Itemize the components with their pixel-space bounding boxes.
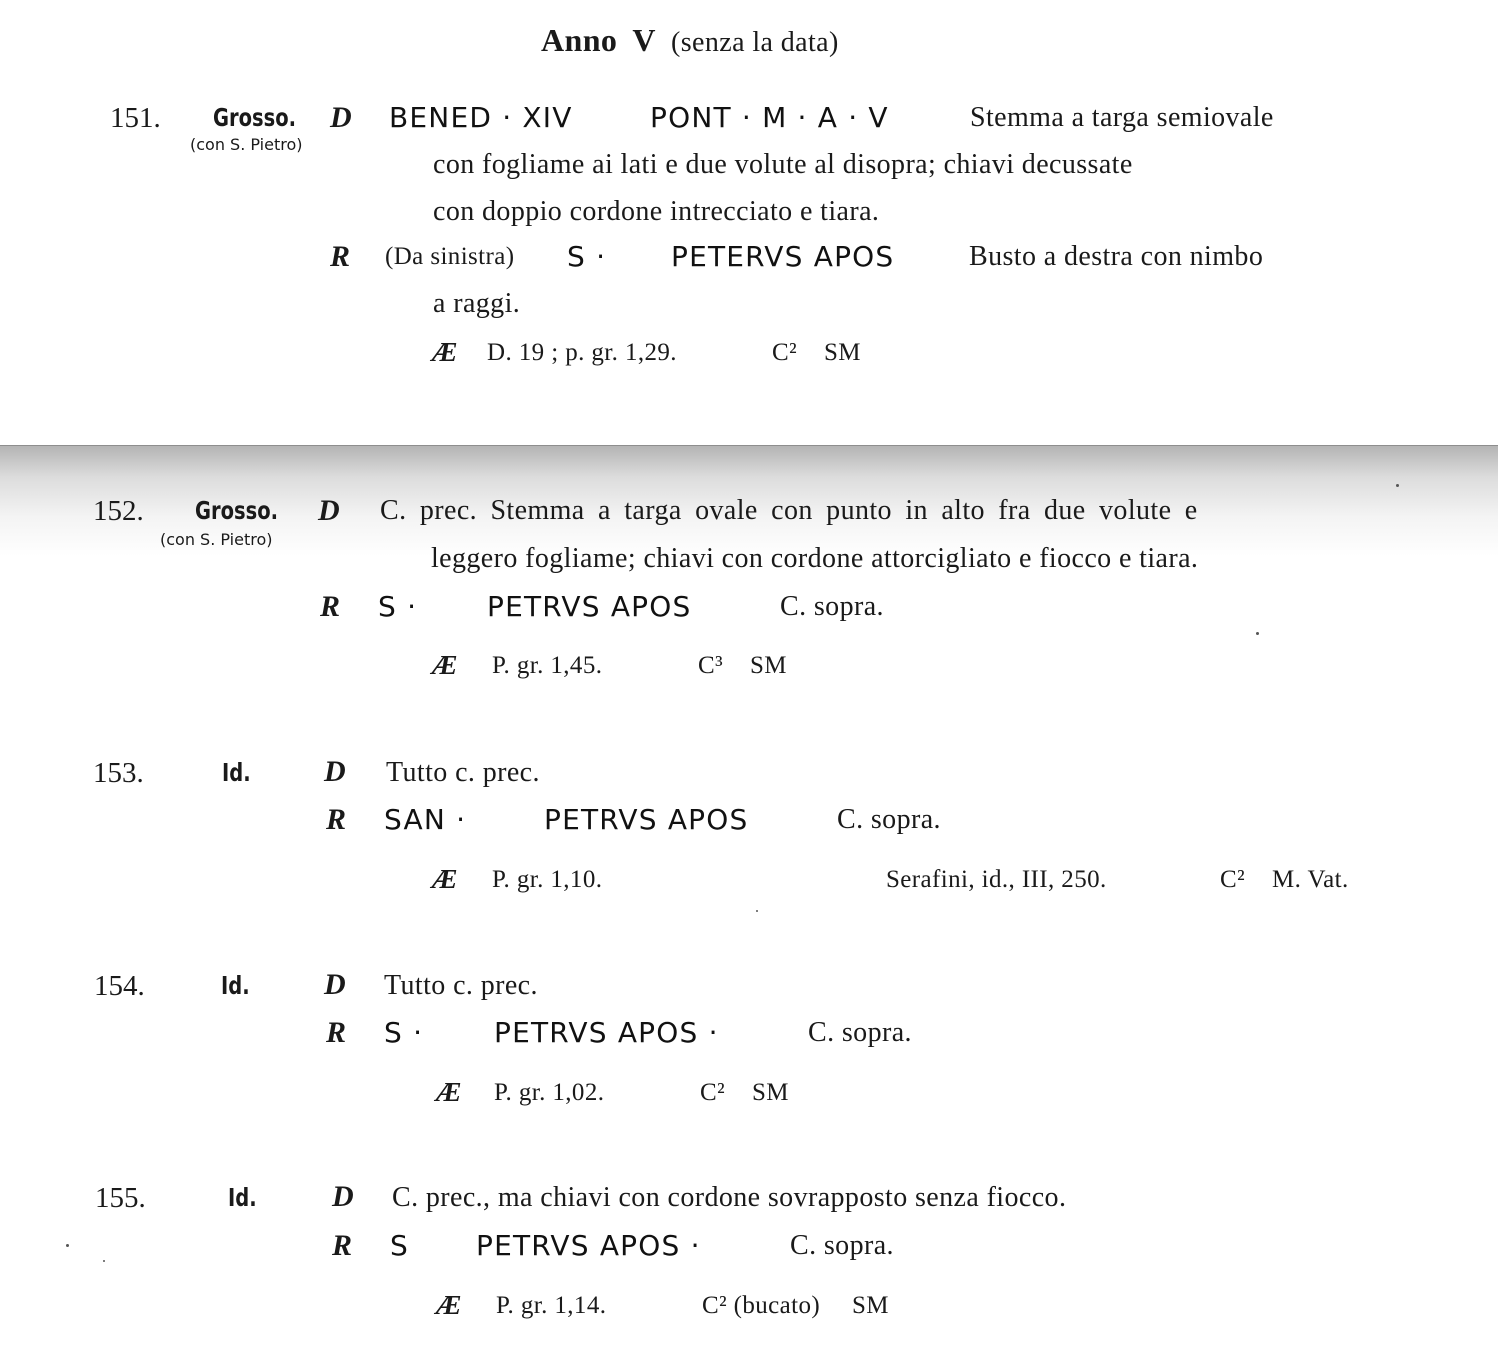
- reverse-symbol: R: [326, 1016, 347, 1049]
- entry-subtitle: (con S. Pietro): [190, 135, 303, 154]
- reverse-legend-1: S ·: [384, 1016, 424, 1049]
- reverse-symbol: R: [326, 803, 347, 836]
- obverse-symbol: D: [332, 1180, 354, 1213]
- scan-speck: [1256, 632, 1259, 635]
- section-heading: [541, 24, 839, 57]
- reverse-symbol: R: [320, 590, 341, 623]
- entry-number: 154.: [94, 970, 145, 1002]
- scan-speck: [103, 1260, 105, 1262]
- obverse-description-1: C. prec., ma chiavi con cordone sovrapposto senza fiocco.: [392, 1182, 1067, 1213]
- entry-weight: P. gr. 1,10.: [492, 866, 603, 893]
- obverse-description-1: Stemma a targa semiovale: [970, 102, 1274, 133]
- heading-anno: Anno: [541, 22, 618, 58]
- entry-denomination: Id.: [221, 971, 250, 1000]
- reverse-legend-2: PETERVS APOS: [671, 240, 895, 273]
- metal-symbol: Æ: [432, 337, 458, 367]
- obverse-symbol: D: [324, 968, 346, 1001]
- obverse-description-1: C. prec. Stemma a targa ovale con punto in alto fra due volute e: [380, 495, 1198, 526]
- entry-rarity: C²: [1220, 866, 1245, 893]
- metal-symbol: Æ: [436, 1077, 462, 1107]
- entry-denomination: Grosso.: [213, 103, 297, 132]
- reverse-legend-2: PETRVS APOS ·: [494, 1016, 719, 1049]
- scan-speck: [1396, 484, 1399, 487]
- scan-speck: [66, 1244, 69, 1247]
- reverse-description: C. sopra.: [808, 1017, 912, 1048]
- obverse-symbol: D: [318, 494, 340, 527]
- entry-reference: Serafini, id., III, 250.: [886, 866, 1107, 893]
- reverse-description-1: Busto a destra con nimbo: [969, 241, 1264, 272]
- entry-weight: P. gr. 1,14.: [496, 1292, 607, 1319]
- obverse-description-2: leggero fogliame; chiavi con cordone attorcigliato e fiocco e tiara.: [431, 543, 1199, 574]
- reverse-symbol: R: [332, 1229, 353, 1262]
- reverse-prefix: (Da sinistra): [385, 243, 515, 270]
- entry-rarity: C³: [698, 652, 723, 679]
- obverse-description-1: Tutto c. prec.: [386, 757, 540, 788]
- obverse-description-3: con doppio cordone intrecciato e tiara.: [433, 196, 880, 227]
- metal-symbol: Æ: [436, 1290, 462, 1320]
- heading-note: (senza la data): [671, 27, 839, 58]
- entry-weight: P. gr. 1,45.: [492, 652, 603, 679]
- entry-weight: D. 19 ; p. gr. 1,29.: [487, 339, 677, 366]
- entry-number: 153.: [93, 757, 144, 789]
- entry-subtitle: (con S. Pietro): [160, 530, 273, 549]
- entry-collection: SM: [750, 652, 787, 679]
- entry-weight: P. gr. 1,02.: [494, 1079, 605, 1106]
- entry-rarity: C²: [700, 1079, 725, 1106]
- reverse-legend-1: S: [390, 1229, 409, 1262]
- metal-symbol: Æ: [432, 864, 458, 894]
- obverse-description-1: Tutto c. prec.: [384, 970, 538, 1001]
- reverse-description-2: a raggi.: [433, 288, 521, 319]
- obverse-symbol: D: [330, 101, 352, 134]
- reverse-legend-2: PETRVS APOS: [487, 590, 692, 623]
- entry-denomination: Grosso.: [195, 496, 279, 525]
- obverse-symbol: D: [324, 755, 346, 788]
- obverse-legend-2: PONT · M · A · V: [650, 101, 889, 134]
- reverse-legend-1: SAN ·: [384, 803, 467, 836]
- reverse-description: C. sopra.: [790, 1230, 894, 1261]
- entry-denomination: Id.: [228, 1183, 257, 1212]
- reverse-legend-2: PETRVS APOS: [544, 803, 749, 836]
- reverse-legend-2: PETRVS APOS ·: [476, 1229, 701, 1262]
- metal-symbol: Æ: [432, 650, 458, 680]
- entry-number: 151.: [110, 102, 161, 134]
- entry-denomination: Id.: [222, 758, 251, 787]
- entry-number: 155.: [95, 1182, 146, 1214]
- reverse-symbol: R: [330, 240, 351, 273]
- reverse-description: C. sopra.: [837, 804, 941, 835]
- entry-rarity: C² (bucato): [702, 1292, 821, 1319]
- entry-collection: M. Vat.: [1272, 866, 1349, 893]
- reverse-description: C. sopra.: [780, 591, 884, 622]
- reverse-legend-1: S ·: [378, 590, 418, 623]
- entry-rarity: C²: [772, 339, 797, 366]
- entry-collection: SM: [852, 1292, 889, 1319]
- reverse-legend-1: S ·: [567, 240, 607, 273]
- heading-numeral: V: [632, 22, 656, 58]
- obverse-legend-1: BENED · XIV: [389, 101, 573, 134]
- entry-collection: SM: [824, 339, 861, 366]
- entry-number: 152.: [93, 495, 144, 527]
- obverse-description-2: con fogliame ai lati e due volute al disopra; chiavi decussate: [433, 149, 1133, 180]
- scan-speck: [756, 910, 758, 912]
- entry-collection: SM: [752, 1079, 789, 1106]
